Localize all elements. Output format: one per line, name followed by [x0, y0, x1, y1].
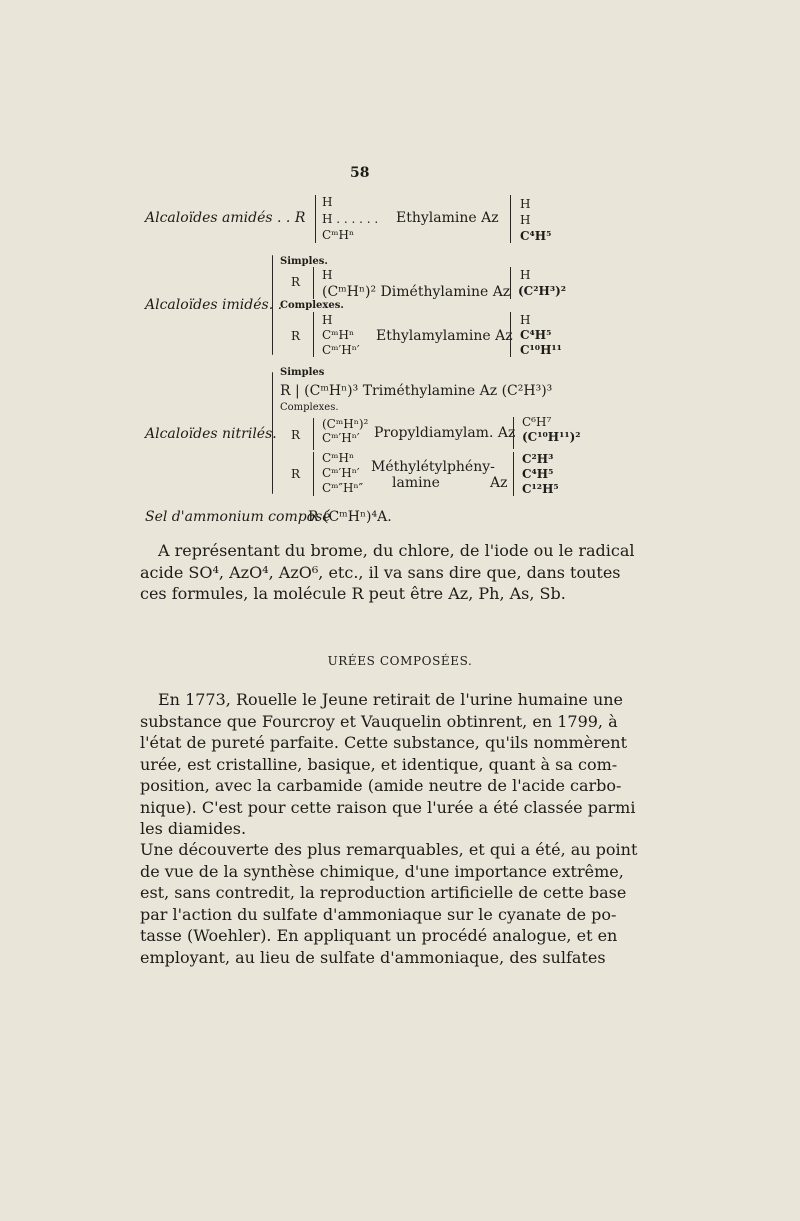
imides-label: Alcaloïdes imidés. . [145, 297, 283, 313]
imides-complex-r: R [291, 329, 301, 343]
imides-simple-left-2: (CᵐHⁿ)² Diméthylamine Az [322, 284, 511, 300]
nitriles-c2-right-1: C²H³ [522, 452, 554, 466]
paragraph-line: tasse (Woehler). En appliquant un procédé analogue, et en [140, 926, 618, 945]
imides-simple-label: Simples. [280, 256, 328, 267]
paragraph-line: substance que Fourcroy et Vauquelin obtinrent, en 1799, à [140, 711, 618, 731]
imides-complex-right-2: C⁴H⁵ [520, 328, 552, 342]
amides-right-1: H [520, 197, 531, 211]
paragraph-2 [140, 689, 636, 840]
paragraph-line: employant, au lieu de sulfate d'ammoniaque, des sulfates [140, 947, 606, 967]
paragraph-line: de vue de la synthèse chimique, d'une importance extrême, [140, 861, 624, 881]
imides-complex-right-3: C¹⁰H¹¹ [520, 343, 562, 357]
paragraph-line: par l'action du sulfate d'ammoniaque sur le cyanate de po- [140, 904, 617, 924]
imides-complex-left-1: H [322, 313, 333, 327]
amides-label: Alcaloïdes amidés . . R [145, 210, 306, 226]
paragraph-line: A représentant du brome, du chlore, de l'iode ou le radical [158, 541, 635, 560]
nitriles-c2-left-2: Cᵐ′Hⁿ′ [322, 466, 360, 480]
nitriles-c2-right-3: C¹²H⁵ [522, 482, 559, 496]
imides-complex-bar-right [510, 312, 511, 357]
paragraph-line: nique). C'est pour cette raison que l'urée a été classée parmi [140, 797, 636, 817]
nitriles-c2-name-1: Méthylétylphény- [371, 459, 495, 475]
amides-bar-left [315, 195, 316, 243]
nitriles-simple-label: Simples [280, 367, 325, 378]
paragraph-line: est, sans contredit, la reproduction artificielle de cette base [140, 883, 627, 902]
paragraph-line: ces formules, la molécule R peut être Az, Ph, As, Sb. [140, 584, 566, 603]
imides-complex-right-1: H [520, 313, 531, 327]
paragraph-line: acide SO⁴, AzO⁴, AzO⁶, etc., il va sans dire que, dans toutes [140, 562, 621, 582]
section-heading: URÉES COMPOSÉES. [327, 654, 473, 668]
nitriles-c2-bar-right [513, 452, 514, 496]
nitriles-c2-left-1: CᵐHⁿ [322, 451, 355, 465]
amides-left-2: H . . . . . . [322, 212, 379, 226]
imides-simple-bar-right [510, 267, 511, 299]
paragraph-line: les diamides. [140, 819, 247, 838]
ammonium-label: Sel d'ammonium composé [145, 509, 331, 525]
imides-complex-name: Ethylamylamine Az [376, 328, 513, 344]
paragraph-line: En 1773, Rouelle le Jeune retirait de l'urine humaine une [158, 690, 624, 709]
nitriles-c1-left-2: Cᵐ′Hⁿ′ [322, 431, 360, 445]
amides-left-1: H [322, 195, 333, 209]
amides-left-3: CᵐHⁿ [322, 228, 355, 242]
nitriles-c1-left-1: (CᵐHⁿ)² [322, 417, 369, 431]
imides-complex-left-2: CᵐHⁿ [322, 328, 355, 342]
nitriles-c2-r: R [291, 467, 301, 481]
nitriles-c1-name: Propyldiamylam. Az [374, 425, 516, 441]
imides-simple-right-2: (C²H³)² [518, 284, 567, 298]
amides-right-2: H [520, 213, 531, 227]
paragraph-line: position, avec la carbamide (amide neutre de l'acide carbo- [140, 776, 622, 795]
amides-bar-right [510, 195, 511, 243]
imides-complex-left-3: Cᵐ′Hⁿ′ [322, 343, 360, 357]
imides-complex-bar-left [313, 312, 314, 357]
page-number: 58 [350, 165, 370, 181]
nitriles-c2-az: Az [490, 475, 508, 491]
nitriles-c1-bar-right [513, 417, 514, 449]
amides-name: Ethylamine Az [396, 210, 499, 226]
paragraph-line: Une découverte des plus remarquables, et qui a été, au point [140, 840, 638, 859]
paragraph-3 [140, 839, 638, 968]
imides-simple-bar-left [313, 267, 314, 299]
imides-simple-left-1: H [322, 268, 333, 282]
nitriles-complex-label: Complexes. [280, 402, 339, 413]
nitriles-c2-name-2: lamine [392, 475, 440, 491]
imides-simple-r: R [291, 275, 301, 289]
nitriles-c2-left-3: Cᵐ″Hⁿ″ [322, 481, 364, 495]
imides-simple-right-1: H [520, 268, 531, 282]
nitriles-c1-right-1: C⁶H⁷ [522, 415, 552, 429]
nitriles-label: Alcaloïdes nitrilés. [145, 426, 277, 442]
amides-right-3: C⁴H⁵ [520, 229, 552, 243]
nitriles-c1-r: R [291, 428, 301, 442]
imides-complex-label: Complexes. [280, 300, 344, 311]
nitriles-c1-bar-left [313, 418, 314, 450]
nitriles-simple-line: R | (CᵐHⁿ)³ Triméthylamine Az (C²H³)³ [280, 383, 553, 399]
ammonium-formula: R (CᵐHⁿ)⁴A. [308, 509, 392, 525]
paragraph-1 [140, 540, 635, 605]
nitriles-c2-right-2: C⁴H⁵ [522, 467, 554, 481]
nitriles-c2-bar-left [313, 452, 314, 496]
paragraph-line: l'état de pureté parfaite. Cette substance, qu'ils nommèrent [140, 733, 628, 752]
paragraph-line: urée, est cristalline, basique, et identique, quant à sa com- [140, 754, 618, 774]
nitriles-c1-right-2: (C¹⁰H¹¹)² [522, 430, 581, 444]
